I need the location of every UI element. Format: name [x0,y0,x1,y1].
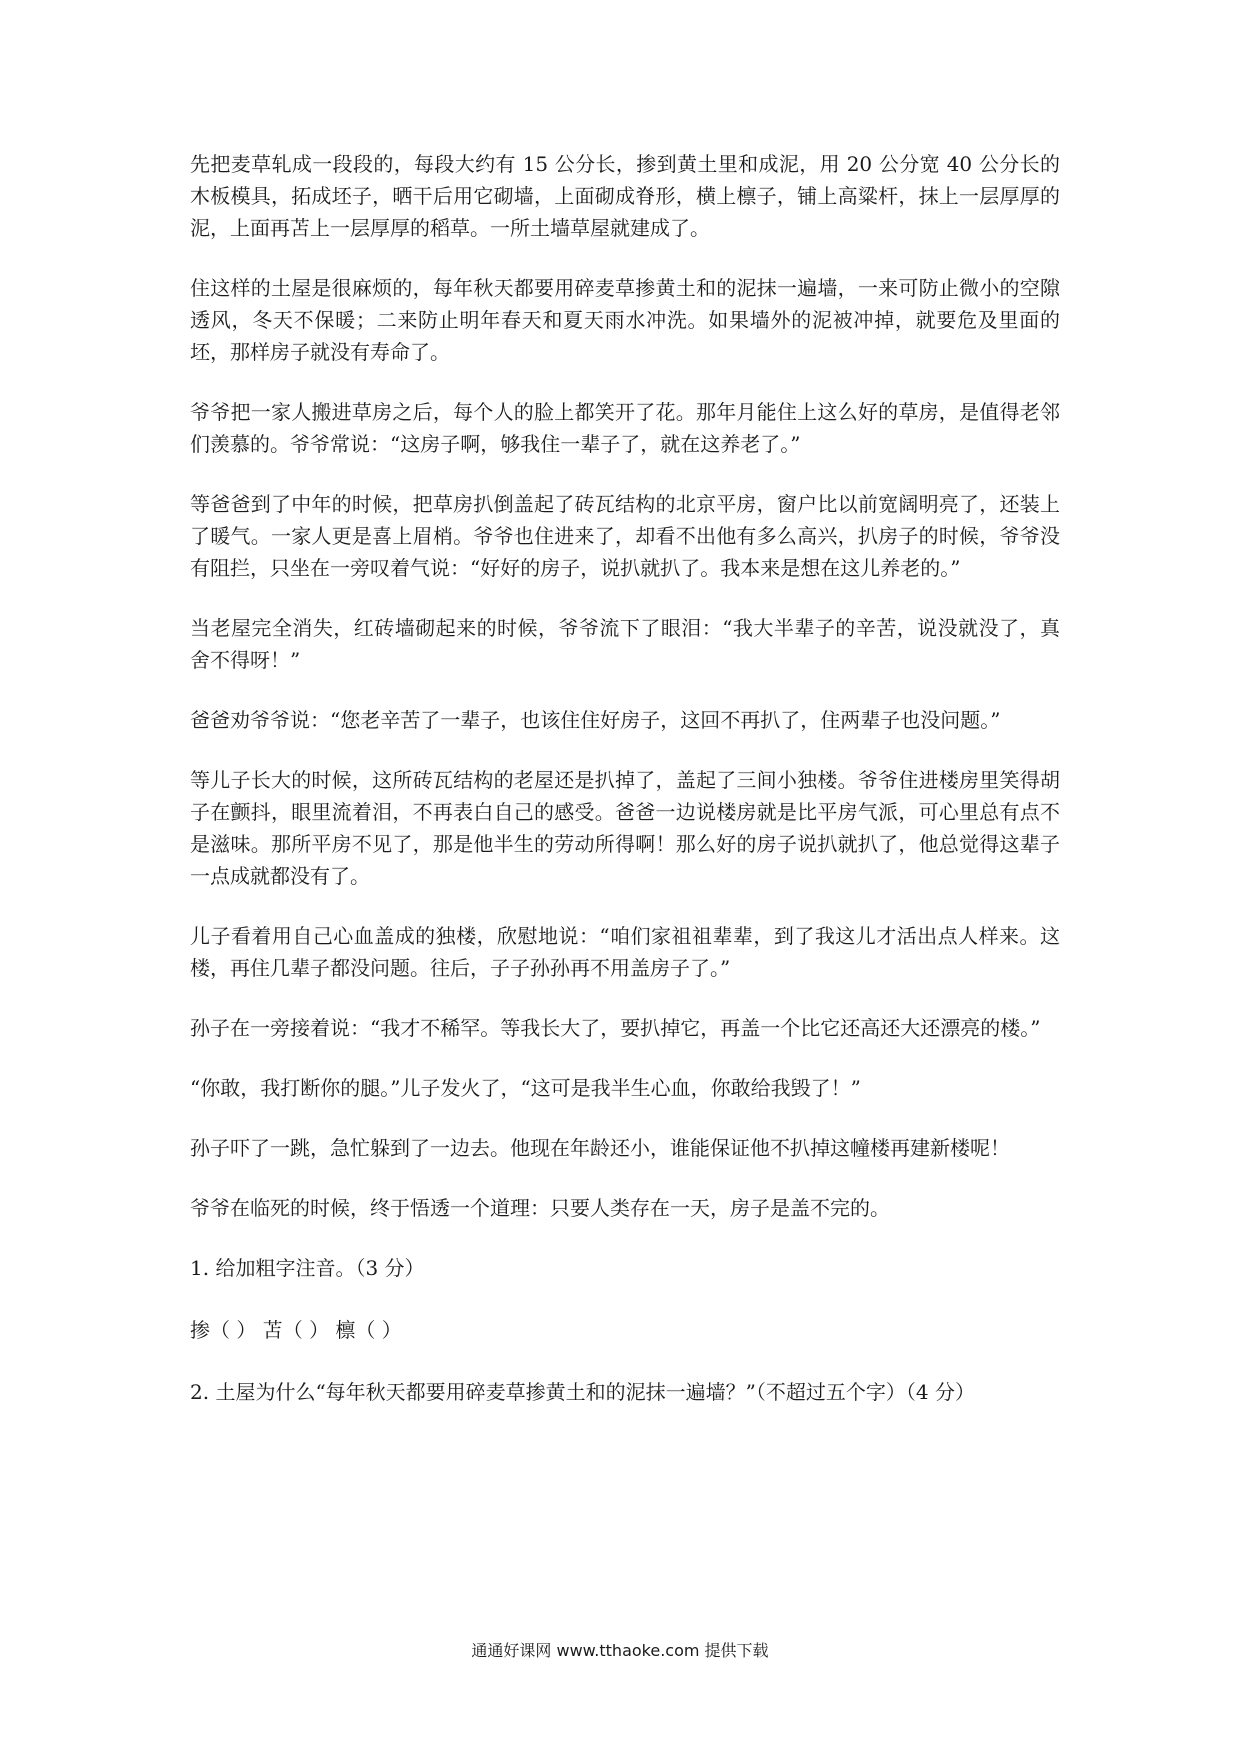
paragraph-6: 爸爸劝爷爷说：“您老辛苦了一辈子，也该住住好房子，这回不再扒了，住两辈子也没问题。” [190,708,1001,732]
paragraph-12: 爷爷在临死的时候，终于悟透一个道理：只要人类存在一天，房子是盖不完的。 [190,1196,890,1220]
paragraph-8: 儿子看着用自己心血盖成的独楼，欣慰地说：“咱们家祖祖辈辈，到了我这儿才活出点人样来。这楼，再住几辈子都没问题。往后，子子孙孙再不用盖房子了。” [190,924,1060,980]
paragraph-2: 住这样的土屋是很麻烦的，每年秋天都要用碎麦草掺黄土和的泥抹一遍墙，一来可防止微小的空隙透风，冬天不保暖；二来防止明年春天和夏天雨水冲洗。如果墙外的泥被冲掉，就要危及里面的坯，那样房子就没有寿命了。 [190,276,1060,364]
paragraph-9: 孙子在一旁接着说：“我才不稀罕。等我长大了，要扒掉它，再盖一个比它还高还大还漂亮的楼。” [190,1016,1041,1040]
paragraph-7: 等儿子长大的时候，这所砖瓦结构的老屋还是扒掉了，盖起了三间小独楼。爷爷住进楼房里笑得胡子在颤抖，眼里流着泪，不再表白自己的感受。爸爸一边说楼房就是比平房气派，可心里总有点不是滋味。那所平房不见了，那是他半生的劳动所得啊！那么好的房子说扒就扒了，他总觉得这辈子一点成就都没有了。 [190,768,1060,888]
document-body [190,148,1060,1438]
paragraph-10: “你敢，我打断你的腿。”儿子发火了，“这可是我半生心血，你敢给我毁了！” [190,1076,861,1100]
paragraph-1: 先把麦草轧成一段段的，每段大约有 15 公分长，掺到黄土里和成泥，用 20 公分宽 40 公分长的木板模具，拓成坯子，晒干后用它砌墙，上面砌成脊形，横上檩子，铺上高粱杆，抹上一层厚厚的泥，上面再苫上一层厚厚的稻草。一所土墙草屋就建成了。 [190,152,1060,240]
paragraph-4: 等爸爸到了中年的时候，把草房扒倒盖起了砖瓦结构的北京平房，窗户比以前宽阔明亮了，还装上了暖气。一家人更是喜上眉梢。爷爷也住进来了，却看不出他有多么高兴，扒房子的时候，爷爷没有阻拦，只坐在一旁叹着气说：“好好的房子，说扒就扒了。我本来是想在这儿养老的。” [190,492,1060,580]
paragraph-11: 孙子吓了一跳，急忙躲到了一边去。他现在年龄还小，谁能保证他不扒掉这幢楼再建新楼呢！ [190,1136,1010,1160]
question-2: 2. 土屋为什么“每年秋天都要用碎麦草掺黄土和的泥抹一遍墙？”（不超过五个字）（4 分） [190,1380,975,1404]
paragraph-3: 爷爷把一家人搬进草房之后，每个人的脸上都笑开了花。那年月能住上这么好的草房，是值得老邻们羡慕的。爷爷常说：“这房子啊，够我住一辈子了，就在这养老了。” [190,400,1060,456]
question-1: 1. 给加粗字注音。（3 分） [190,1256,425,1280]
question-1-items: 掺（ ） 苫（ ） 檩（ ） [190,1318,402,1342]
page-footer: 通通好课网 www.tthaoke.com 提供下载 [471,1641,769,1660]
paragraph-5: 当老屋完全消失，红砖墙砌起来的时候，爷爷流下了眼泪：“我大半辈子的辛苦，说没就没了，真舍不得呀！” [190,616,1060,672]
